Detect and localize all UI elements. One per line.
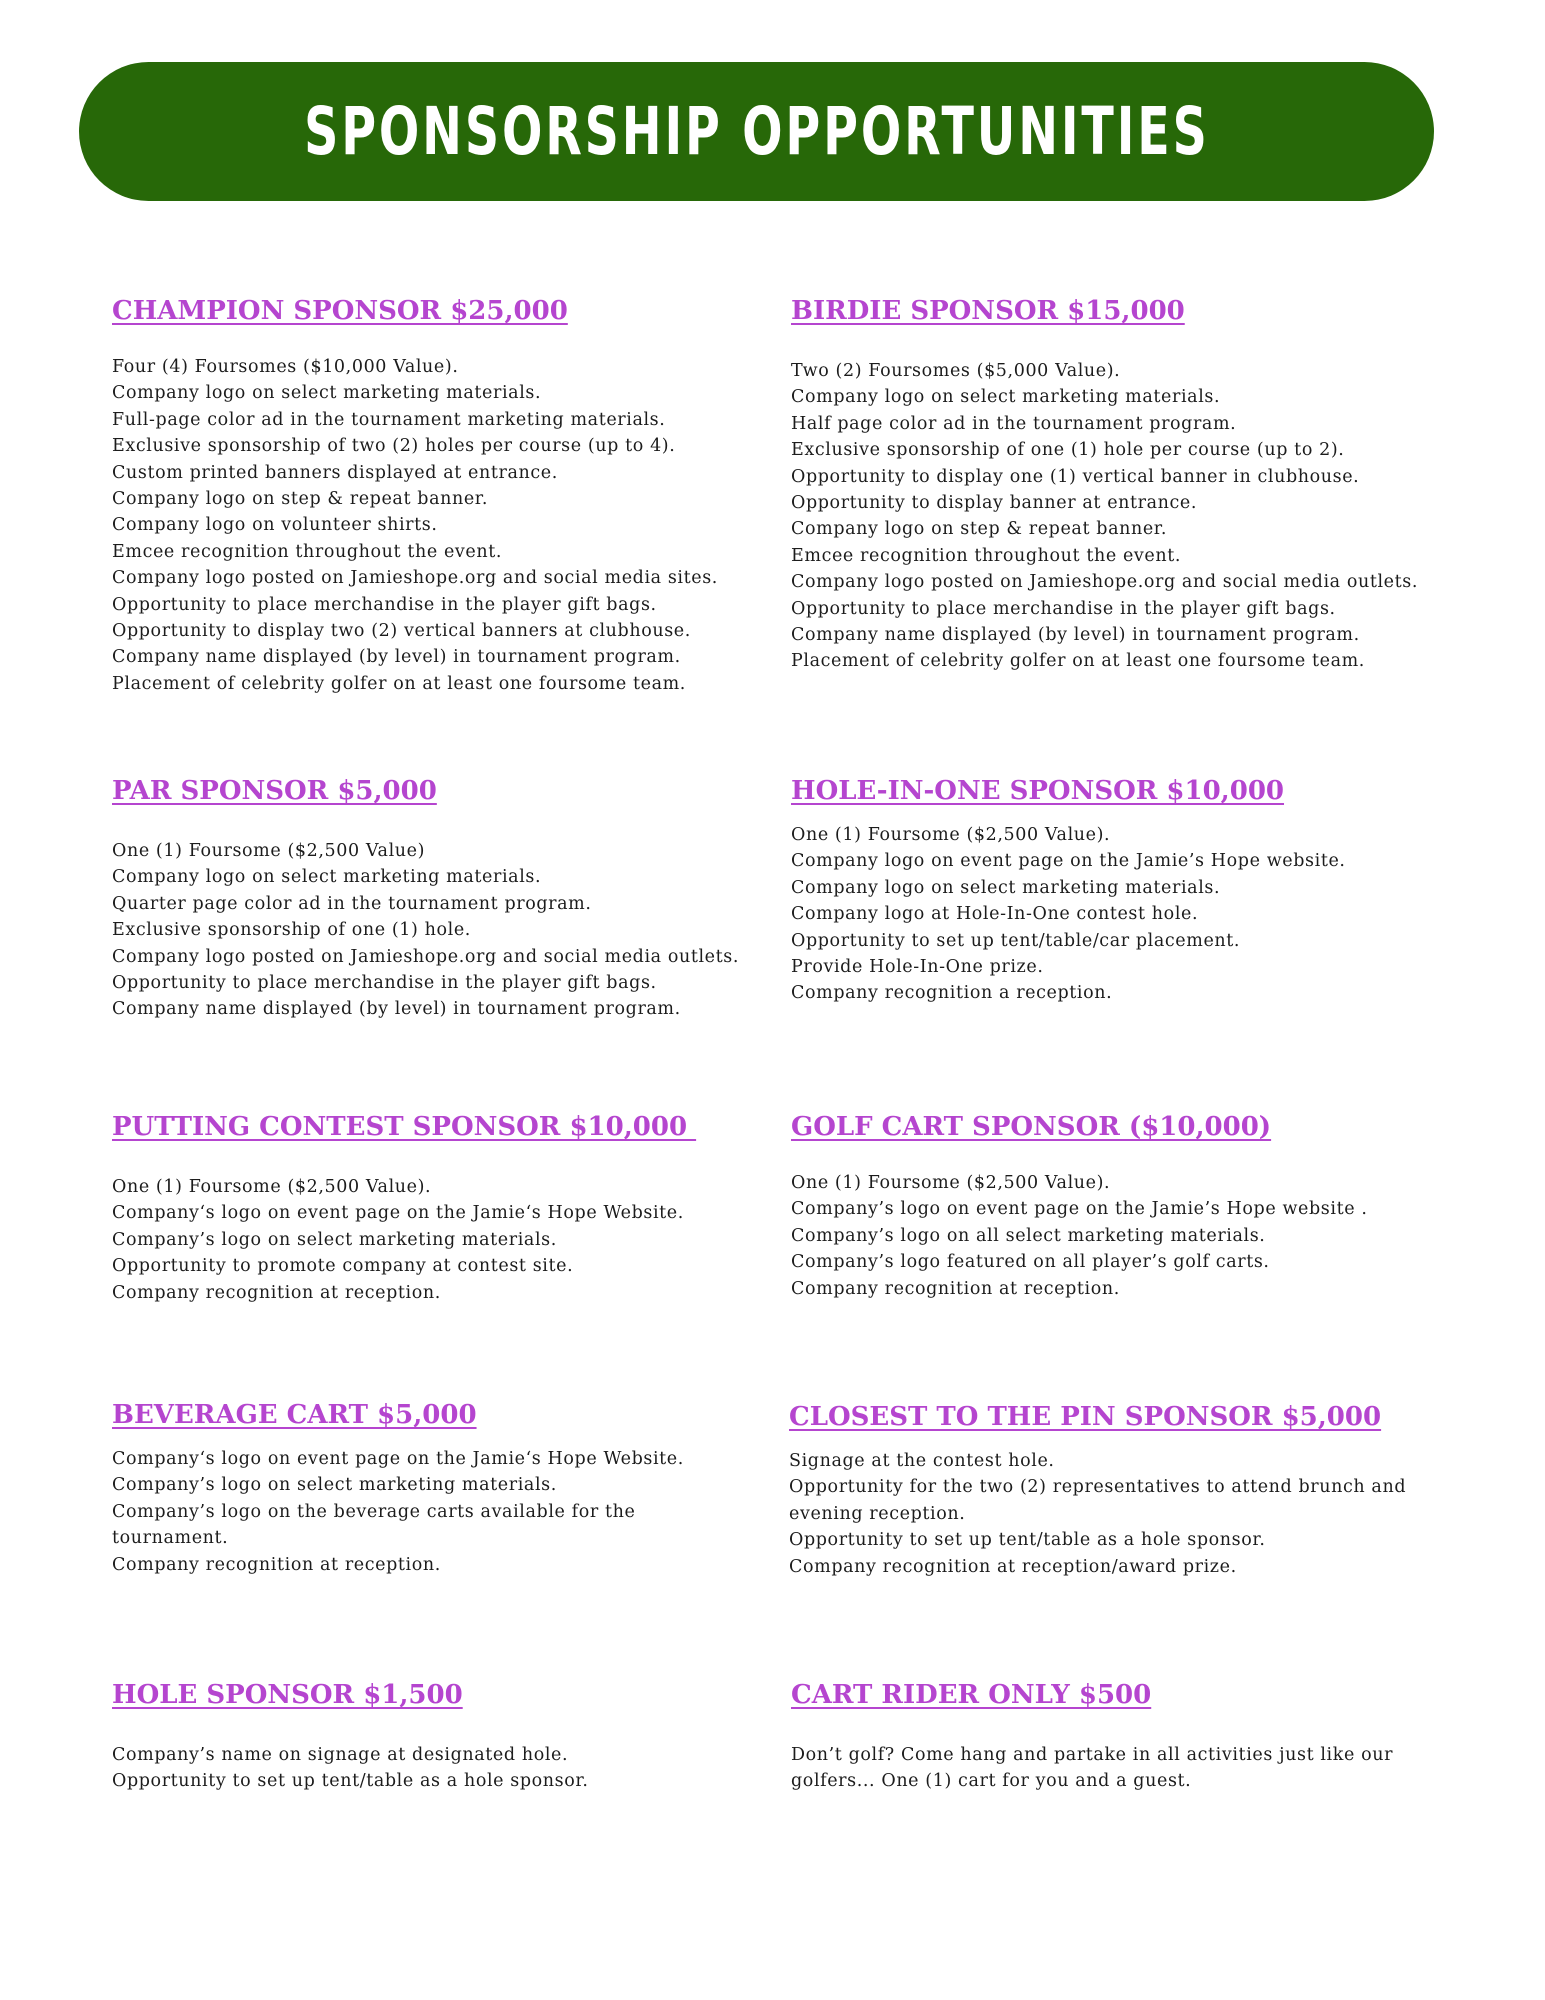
section-birdie-sponsor: [791, 294, 1431, 675]
benefits-list: [791, 1742, 1451, 1795]
list-item: Provide Hole-In-One prize.: [791, 957, 1044, 978]
list-item: Company’s logo featured on all player’s golf carts.: [791, 1252, 1270, 1273]
list-item: Opportunity to set up tent/table/car placement.: [791, 930, 1241, 951]
list-item: Full-page color ad in the tournament marketing materials.: [112, 409, 666, 430]
benefits-list: [112, 354, 752, 697]
list-item: Opportunity to display banner at entrance.: [791, 493, 1198, 514]
benefits-list: [112, 1742, 752, 1795]
list-item: Company’s logo on all select marketing materials.: [791, 1225, 1266, 1246]
list-item: One (1) Foursome ($2,500 Value): [112, 841, 426, 861]
list-item: Company recognition at reception.: [791, 1278, 1120, 1299]
section-title: HOLE-IN-ONE SPONSOR $10,000: [791, 776, 1285, 806]
section-closest-to-pin-sponsor: [789, 1400, 1449, 1580]
section-cart-rider-only: [791, 1678, 1451, 1795]
list-item: Opportunity to place merchandise in the player gift bags.: [791, 598, 1336, 619]
section-title: BIRDIE SPONSOR $15,000: [791, 296, 1185, 326]
list-item: Company recognition a reception.: [791, 983, 1113, 1004]
list-item: One (1) Foursome ($2,500 Value).: [791, 1173, 1111, 1193]
list-item: Company logo on select marketing materials.: [791, 877, 1221, 898]
list-item: One (1) Foursome ($2,500 Value).: [791, 825, 1111, 845]
section-title: GOLF CART SPONSOR ($10,000): [791, 1112, 1272, 1142]
list-item: Company logo posted on Jamieshope.org and social media sites.: [112, 568, 718, 589]
section-champion-sponsor: [112, 294, 752, 697]
list-item: Company name displayed (by level) in tournament program.: [112, 647, 681, 668]
list-item: Quarter page color ad in the tournament program.: [112, 893, 592, 914]
list-item: Company‘s logo on event page on the Jamie‘s Hope Website.: [112, 1203, 684, 1224]
list-item: Company’s logo on event page on the Jamie’s Hope website .: [791, 1199, 1368, 1220]
section-title: CHAMPION SPONSOR $25,000: [112, 296, 568, 326]
list-item: Emcee recognition throughout the event.: [791, 545, 1182, 566]
section-par-sponsor: [112, 774, 752, 1023]
list-item: Two (2) Foursomes ($5,000 Value).: [791, 361, 1121, 381]
list-item: Opportunity to set up tent/table as a hole sponsor.: [112, 1771, 589, 1792]
list-item: Placement of celebrity golfer on at least one foursome team.: [791, 651, 1365, 672]
benefits-list: [791, 358, 1431, 675]
benefits-list: [791, 822, 1431, 1007]
section-title: PUTTING CONTEST SPONSOR $10,000: [112, 1112, 697, 1142]
list-item: Company recognition at reception/award prize.: [789, 1556, 1237, 1577]
list-item: Don’t golf? Come hang and partake in all activities just like our golfers... One (1) cart for you and a guest.: [791, 1745, 1394, 1792]
list-item: Custom printed banners displayed at entrance.: [112, 462, 558, 483]
list-item: Exclusive sponsorship of one (1) hole.: [112, 920, 471, 941]
list-item: Emcee recognition throughout the event.: [112, 541, 503, 562]
benefits-list: [112, 1174, 752, 1306]
list-item: Opportunity to display two (2) vertical banners at clubhouse.: [112, 621, 691, 642]
list-item: Exclusive sponsorship of two (2) holes per course (up to 4).: [112, 436, 676, 457]
section-title: CLOSEST TO THE PIN SPONSOR $5,000: [789, 1402, 1382, 1432]
list-item: Opportunity to place merchandise in the player gift bags.: [112, 973, 657, 994]
list-item: Company recognition at reception.: [112, 1554, 441, 1575]
list-item: Placement of celebrity golfer on at least one foursome team.: [112, 673, 686, 694]
list-item: Company recognition at reception.: [112, 1282, 441, 1303]
list-item: Company logo on event page on the Jamie’s Hope website.: [791, 851, 1346, 872]
list-item: Company logo on select marketing materials.: [791, 387, 1221, 408]
list-item: Company logo on step & repeat banner.: [112, 489, 489, 510]
list-item: Company logo on step & repeat banner.: [791, 519, 1168, 540]
section-putting-contest-sponsor: [112, 1110, 752, 1306]
section-title: PAR SPONSOR $5,000: [112, 776, 437, 806]
list-item: Company logo posted on Jamieshope.org and social media outlets.: [112, 946, 740, 967]
list-item: Opportunity to set up tent/table as a hole sponsor.: [789, 1530, 1266, 1551]
section-golf-cart-sponsor: [791, 1110, 1431, 1302]
section-title: HOLE SPONSOR $1,500: [112, 1680, 463, 1710]
list-item: Four (4) Foursomes ($10,000 Value).: [112, 357, 459, 377]
benefits-list: [791, 1170, 1431, 1302]
list-item: Company’s name on signage at designated hole.: [112, 1745, 569, 1765]
list-item: Exclusive sponsorship of one (1) hole per course (up to 2).: [791, 440, 1345, 461]
list-item: Opportunity for the two (2) representatives to attend brunch and evening reception.: [789, 1477, 1407, 1524]
page-title: SPONSORSHIP OPPORTUNITIES: [303, 93, 1210, 170]
title-banner: [79, 62, 1434, 201]
list-item: One (1) Foursome ($2,500 Value).: [112, 1177, 432, 1197]
benefits-list: [789, 1448, 1449, 1580]
list-item: Company’s logo on the beverage carts available for the tournament.: [112, 1501, 636, 1549]
list-item: Company logo on select marketing materials.: [112, 867, 542, 888]
section-title: BEVERAGE CART $5,000: [112, 1400, 477, 1430]
benefits-list: [112, 838, 752, 1023]
list-item: Half page color ad in the tournament program.: [791, 413, 1237, 434]
list-item: Opportunity to place merchandise in the player gift bags.: [112, 594, 657, 615]
list-item: Company logo posted on Jamieshope.org and social media outlets.: [791, 572, 1419, 593]
list-item: Signage at the contest hole.: [789, 1451, 1055, 1471]
list-item: Company name displayed (by level) in tournament program.: [791, 625, 1360, 646]
list-item: Company logo at Hole-In-One contest hole.: [791, 904, 1199, 925]
list-item: Opportunity to display one (1) vertical banner in clubhouse.: [791, 466, 1360, 487]
list-item: Company‘s logo on event page on the Jamie‘s Hope Website.: [112, 1449, 684, 1469]
section-beverage-cart: [112, 1398, 752, 1578]
list-item: Company’s logo on select marketing materials.: [112, 1229, 557, 1250]
list-item: Company name displayed (by level) in tournament program.: [112, 999, 681, 1020]
list-item: Company logo on select marketing materials.: [112, 383, 542, 404]
section-hole-in-one-sponsor: [791, 774, 1431, 1007]
list-item: Company’s logo on select marketing materials.: [112, 1475, 557, 1496]
list-item: Company logo on volunteer shirts.: [112, 515, 438, 536]
list-item: Opportunity to promote company at contest site.: [112, 1256, 574, 1277]
section-title: CART RIDER ONLY $500: [791, 1680, 1152, 1710]
benefits-list: [112, 1446, 752, 1578]
section-hole-sponsor: [112, 1678, 752, 1795]
